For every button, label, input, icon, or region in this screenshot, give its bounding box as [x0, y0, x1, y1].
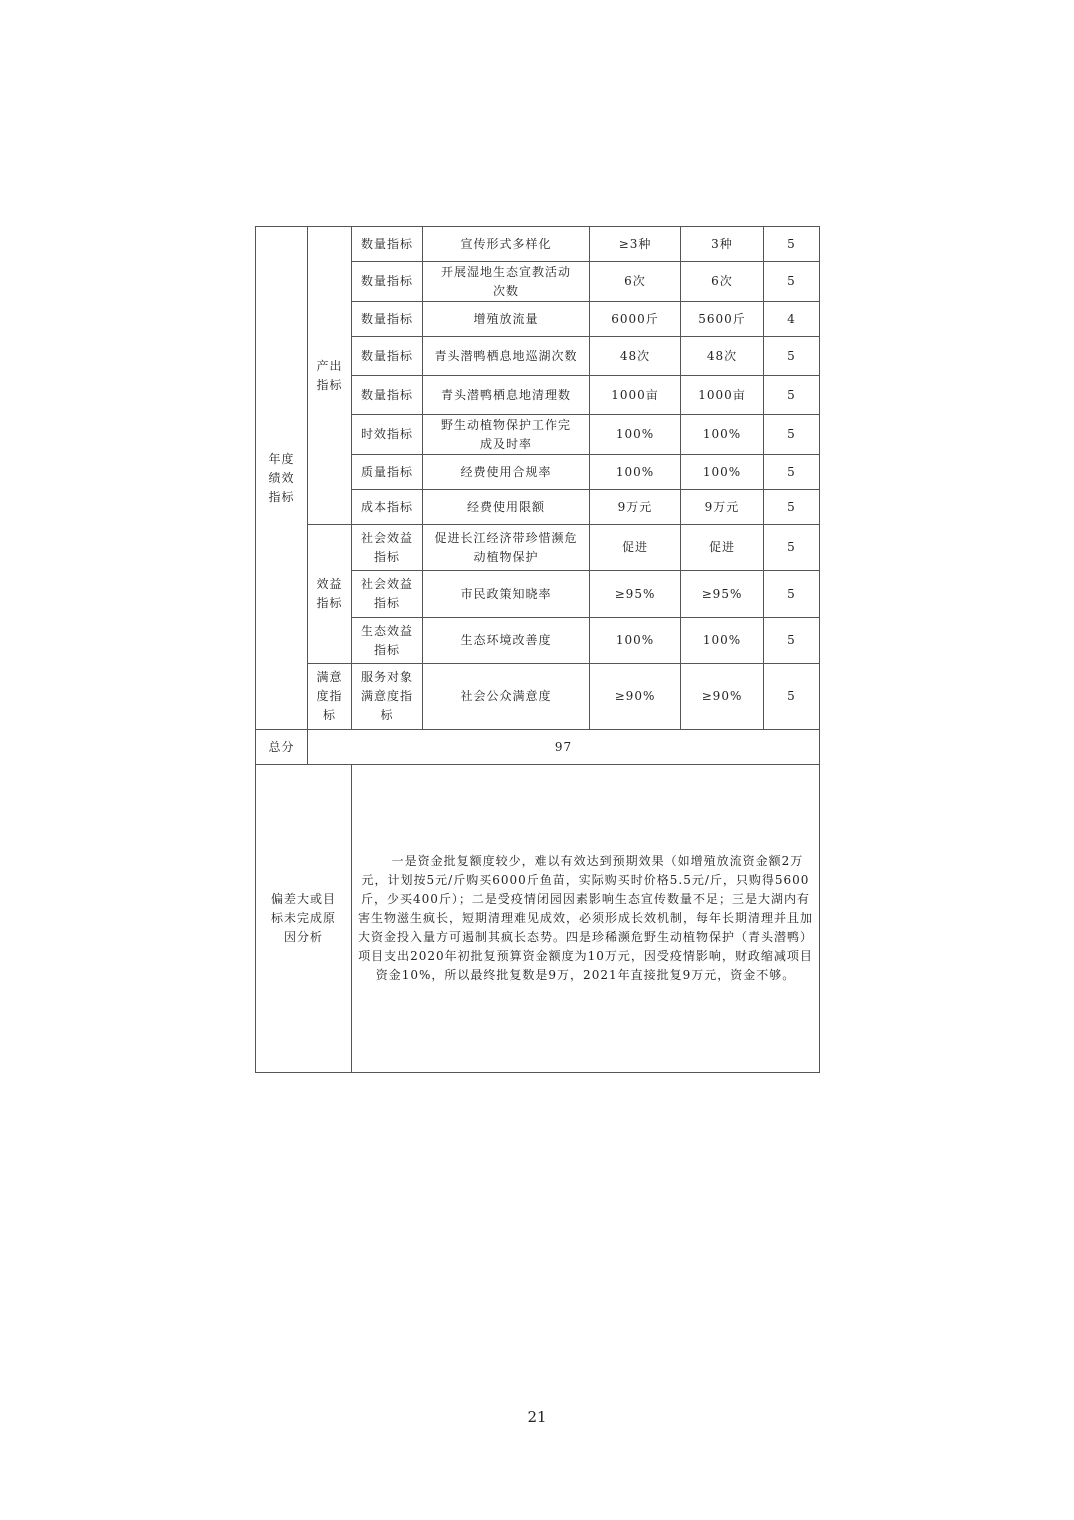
target-cell: 6次 [590, 262, 681, 302]
actual-cell: 100% [681, 455, 764, 490]
actual-cell: 48次 [681, 337, 764, 376]
score-cell: 5 [764, 571, 820, 618]
actual-cell: 3种 [681, 227, 764, 262]
indicator-cell: 青头潜鸭栖息地巡湖次数 [423, 337, 590, 376]
actual-cell: 5600斤 [681, 302, 764, 337]
category-cell: 生态效益指标 [352, 618, 423, 664]
indicator-cell: 经费使用限额 [423, 490, 590, 525]
actual-cell: 1000亩 [681, 376, 764, 415]
indicator-cell: 市民政策知晓率 [423, 571, 590, 618]
score-cell: 5 [764, 525, 820, 571]
total-value: 97 [308, 730, 820, 765]
indicator-cell: 青头潜鸭栖息地清理数 [423, 376, 590, 415]
actual-cell: 100% [681, 415, 764, 455]
actual-cell: 9万元 [681, 490, 764, 525]
score-cell: 5 [764, 262, 820, 302]
score-cell: 5 [764, 337, 820, 376]
table-row [256, 664, 820, 730]
output-group-label: 产出指标 [308, 227, 352, 525]
indicator-cell: 生态环境改善度 [423, 618, 590, 664]
indicator-cell: 社会公众满意度 [423, 664, 590, 730]
indicator-cell: 促进长江经济带珍惜濒危动植物保护 [423, 525, 590, 571]
analysis-label: 偏差大或目标未完成原因分析 [256, 765, 352, 1073]
category-cell: 质量指标 [352, 455, 423, 490]
actual-cell: ≥90% [681, 664, 764, 730]
score-cell: 5 [764, 415, 820, 455]
analysis-row [256, 765, 820, 1073]
category-cell: 时效指标 [352, 415, 423, 455]
score-cell: 4 [764, 302, 820, 337]
target-cell: 100% [590, 618, 681, 664]
section-label: 年度绩效指标 [256, 227, 308, 730]
actual-cell: 6次 [681, 262, 764, 302]
target-cell: 6000斤 [590, 302, 681, 337]
indicator-cell: 增殖放流量 [423, 302, 590, 337]
category-cell: 社会效益指标 [352, 571, 423, 618]
indicator-cell: 经费使用合规率 [423, 455, 590, 490]
category-cell: 数量指标 [352, 227, 423, 262]
target-cell: ≥3种 [590, 227, 681, 262]
target-cell: 9万元 [590, 490, 681, 525]
score-cell: 5 [764, 227, 820, 262]
indicator-cell: 开展湿地生态宣教活动次数 [423, 262, 590, 302]
score-cell: 5 [764, 455, 820, 490]
category-cell: 数量指标 [352, 337, 423, 376]
actual-cell: 100% [681, 618, 764, 664]
category-cell: 数量指标 [352, 302, 423, 337]
category-cell: 成本指标 [352, 490, 423, 525]
indicator-cell: 宣传形式多样化 [423, 227, 590, 262]
category-cell: 社会效益指标 [352, 525, 423, 571]
target-cell: 48次 [590, 337, 681, 376]
category-cell: 服务对象满意度指标 [352, 664, 423, 730]
actual-cell: ≥95% [681, 571, 764, 618]
target-cell: ≥95% [590, 571, 681, 618]
table-row [256, 525, 820, 571]
total-row [256, 730, 820, 765]
target-cell: 100% [590, 415, 681, 455]
target-cell: 1000亩 [590, 376, 681, 415]
satisfaction-group-label: 满意度指标 [308, 664, 352, 730]
actual-cell: 促进 [681, 525, 764, 571]
target-cell: ≥90% [590, 664, 681, 730]
score-cell: 5 [764, 618, 820, 664]
category-cell: 数量指标 [352, 262, 423, 302]
target-cell: 100% [590, 455, 681, 490]
score-cell: 5 [764, 490, 820, 525]
performance-table [255, 226, 820, 1073]
table-row [256, 227, 820, 262]
category-cell: 数量指标 [352, 376, 423, 415]
target-cell: 促进 [590, 525, 681, 571]
total-label: 总分 [256, 730, 308, 765]
benefit-group-label: 效益指标 [308, 525, 352, 664]
page-number: 21 [527, 1408, 547, 1426]
score-cell: 5 [764, 376, 820, 415]
indicator-cell: 野生动植物保护工作完成及时率 [423, 415, 590, 455]
analysis-text: 一是资金批复额度较少，难以有效达到预期效果（如增殖放流资金额2万元，计划按5元/斤购买6000斤鱼苗，实际购买时价格5.5元/斤，只购得5600斤，少买400斤）；二是受疫情闭园因素影响生态宣传数量不足；三是大湖内有害生物滋生疯长，短期清理难见成效，必须形成长效机制，每年长期清理并且加大资金投入量方可遏制其疯长态势。四是珍稀濒危野生动植物保护（青头潜鸭）项目支出2020年初批复预算资金额度为10万元，因受疫情影响，财政缩减项目资金10%，所以最终批复数是9万，2021年直接批复9万元，资金不够。 [352, 765, 820, 1073]
score-cell: 5 [764, 664, 820, 730]
